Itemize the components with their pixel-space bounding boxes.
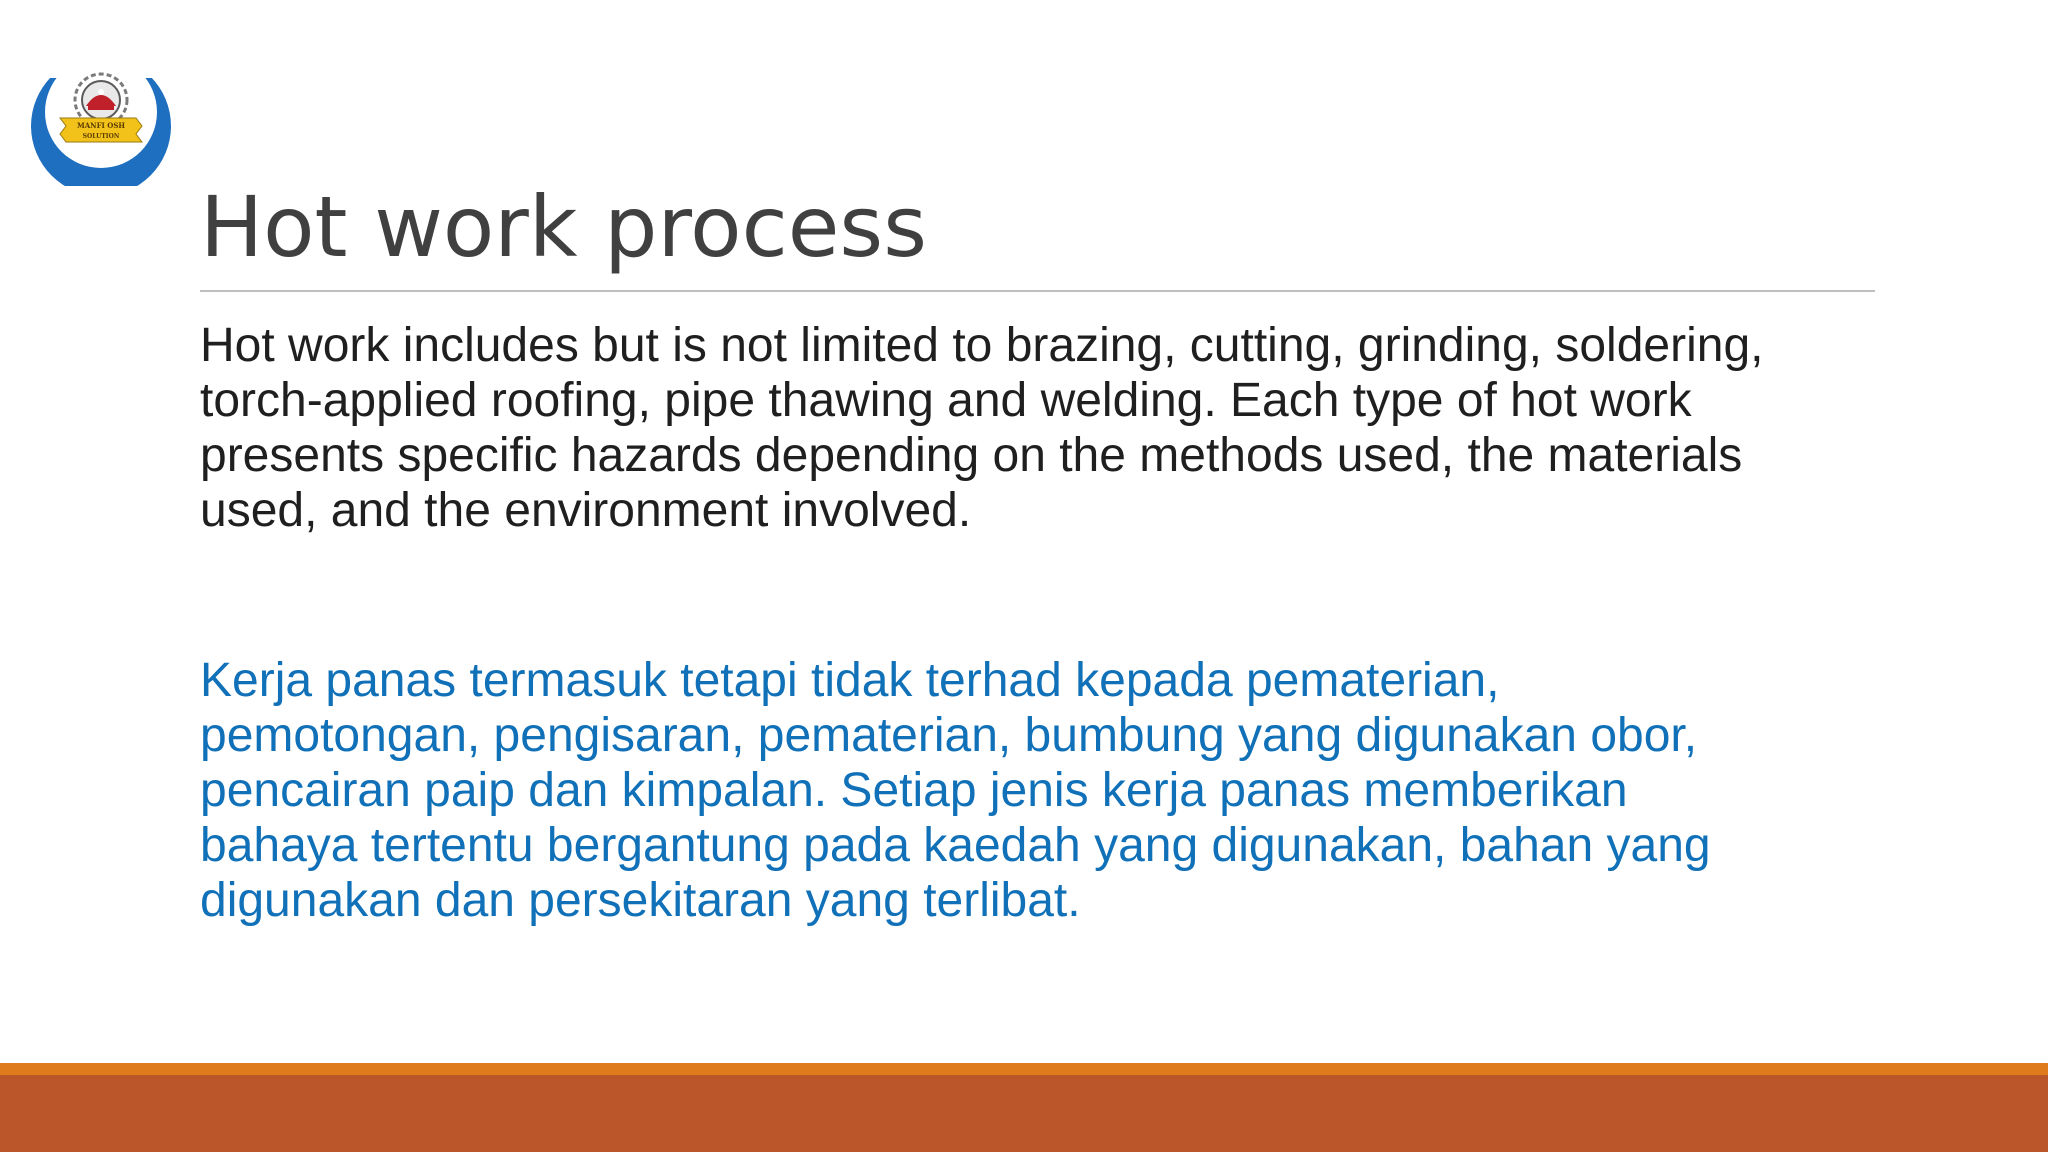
svg-text:MANFI OSH: MANFI OSH xyxy=(76,121,126,130)
paragraph-english-line: used, and the environment involved. xyxy=(200,484,972,537)
paragraph-malay-line: pemotongan, pengisaran, pematerian, bumbung yang digunakan obor, xyxy=(200,709,1698,762)
paragraph-english-line: torch-applied roofing, pipe thawing and welding. Each type of hot work xyxy=(200,374,1692,427)
slide-title: Hot work process xyxy=(200,178,927,276)
footer-band xyxy=(0,1075,2048,1152)
paragraph-malay-line: digunakan dan persekitaran yang terlibat. xyxy=(200,874,1081,927)
paragraph-english xyxy=(200,318,1900,538)
footer-accent-stripe xyxy=(0,1063,2048,1075)
paragraph-malay xyxy=(200,653,1900,928)
title-divider xyxy=(200,290,1875,292)
paragraph-malay-line: pencairan paip dan kimpalan. Setiap jenis kerja panas memberikan xyxy=(200,764,1628,817)
paragraph-malay-line: Kerja panas termasuk tetapi tidak terhad kepada pematerian, xyxy=(200,654,1500,707)
svg-text:SOLUTION: SOLUTION xyxy=(82,133,120,140)
logo-banner xyxy=(60,118,142,142)
paragraph-english-line: presents specific hazards depending on the methods used, the materials xyxy=(200,429,1743,482)
paragraph-english-line: Hot work includes but is not limited to brazing, cutting, grinding, soldering, xyxy=(200,319,1764,372)
paragraph-malay-line: bahaya tertentu bergantung pada kaedah yang digunakan, bahan yang xyxy=(200,819,1711,872)
company-logo xyxy=(30,66,172,186)
